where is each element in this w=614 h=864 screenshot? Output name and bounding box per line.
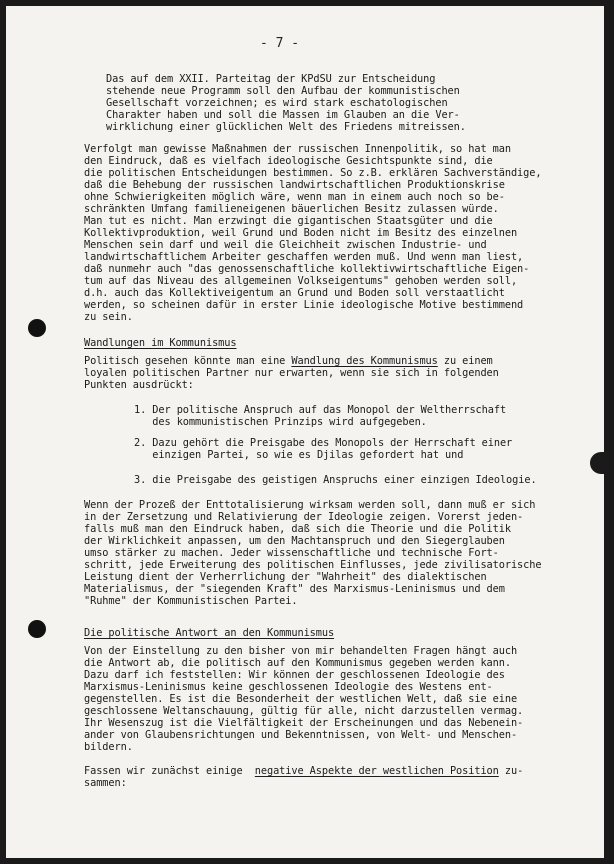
text-line: Man tut es nicht. Man erzwingt die gigantischen Staatsgüter und die — [84, 215, 493, 227]
text-line: daß nunmehr auch "das genossenschaftliche kollektivwirtschaftliche Eigen- — [84, 263, 530, 275]
text-line: loyalen politischen Partner nur erwarten, wenn sie sich in folgenden — [84, 367, 499, 379]
underlined-phrase: negative Aspekte der westlichen Position — [254, 765, 499, 777]
text-line: werden, so scheinen dafür in erster Linie ideologische Motive bestimmend — [84, 299, 524, 311]
section-heading-wandlungen: Wandlungen im Kommunismus — [84, 337, 237, 349]
text-line: die politischen Entscheidungen bestimmen. So z.B. erklären Sachverständige, — [84, 167, 542, 179]
section-heading-antwort: Die politische Antwort an den Kommunismus — [84, 627, 335, 639]
text-line: Kollektivproduktion, weil Grund und Boden nicht im Besitz des einzelnen — [84, 227, 518, 239]
text-line: Dazu darf ich feststellen: Wir können der geschlossenen Ideologie des — [84, 669, 505, 681]
text-line: zu sein. — [84, 311, 133, 323]
text-line: schritt, jede Erweiterung des politischen Einflusses, jede zivilisatorische — [84, 559, 542, 571]
text-line: sammen: — [84, 777, 127, 789]
quote-line: Gesellschaft vorzeichnen; es wird stark eschatologischen — [106, 97, 448, 109]
text-line: Menschen sein darf und weil die Gleichheit zwischen Industrie- und — [84, 239, 487, 251]
text-line: die Antwort ab, die politisch auf den Kommunismus gegeben werden kann. — [84, 657, 511, 669]
text-line: daß die Behebung der russischen landwirtschaftlichen Produktionskrise — [84, 179, 505, 191]
quote-line: Das auf dem XXII. Parteitag der KPdSU zur Entscheidung — [106, 73, 436, 85]
list-item: 1. Der politische Anspruch auf das Monopol der Weltherrschaft — [134, 404, 507, 416]
text-line: ander von Glaubensrichtungen und Bekenntnissen, von Welt- und Menschen- — [84, 729, 518, 741]
list-item: 3. die Preisgabe des geistigen Anspruchs einer einzigen Ideologie. — [134, 474, 537, 486]
underlined-phrase: Wandlung des Kommunismus — [291, 355, 438, 367]
text-line: den Eindruck, daß es vielfach ideologische Gesichtspunkte sind, die — [84, 155, 493, 167]
text-line: gegenstellen. Es ist die Besonderheit der westlichen Welt, daß sie eine — [84, 693, 518, 705]
punch-hole — [28, 319, 46, 337]
list-item-cont: des kommunistischen Prinzips wird aufgegeben. — [134, 416, 427, 428]
text-line: ohne Schwierigkeiten möglich wäre, wenn man in einem auch noch so be- — [84, 191, 505, 203]
text-line: schränkten Umfang familieneigenen bäuerlichen Besitz zulassen würde. — [84, 203, 499, 215]
text-line: "Ruhme" der Kommunistischen Partei. — [84, 595, 298, 607]
list-item-cont: einzigen Partei, so wie es Djilas gefordert hat und — [134, 449, 464, 461]
text-line: Wenn der Prozeß der Enttotalisierung wirksam werden soll, dann muß er sich — [84, 499, 536, 511]
text-line: Materialismus, der "siegenden Kraft" des Marxismus-Leninismus und dem — [84, 583, 505, 595]
text-line: geschlossene Weltanschauung, gültig für alle, nicht darzustellen vermag. — [84, 705, 524, 717]
text-line: Verfolgt man gewisse Maßnahmen der russischen Innenpolitik, so hat man — [84, 143, 511, 155]
text-line: der Wirklichkeit anpassen, um den Machtanspruch und den Siegerglauben — [84, 535, 505, 547]
text-line: Von der Einstellung zu den bisher von mir behandelten Fragen hängt auch — [84, 645, 518, 657]
text-line: in der Zersetzung und Relativierung der Ideologie zeigen. Vorerst jeden- — [84, 511, 524, 523]
text-line — [84, 355, 493, 367]
text-line: Punkten ausdrückt: — [84, 379, 194, 391]
text-line: bildern. — [84, 741, 133, 753]
text-line: d.h. auch das Kollektiveigentum an Grund und Boden soll verstaatlicht — [84, 287, 505, 299]
binder-clip-shadow — [590, 452, 614, 474]
text-line: umso stärker zu machen. Jeder wissenschaftliche und technische Fort- — [84, 547, 499, 559]
quote-line: stehende neue Programm soll den Aufbau der kommunistischen — [106, 85, 460, 97]
text-span: Politisch gesehen könnte man eine — [84, 355, 292, 367]
text-span: Fassen wir zunächst einige — [84, 765, 255, 777]
text-line: Ihr Wesenszug ist die Vielfältigkeit der Erscheinungen und das Nebenein- — [84, 717, 524, 729]
text-span: zu einem — [437, 355, 493, 367]
text-line: falls muß man den Eindruck haben, daß sich die Theorie und die Politik — [84, 523, 511, 535]
text-line: tum auf das Niveau des allgemeinen Volkseigentums" gehoben werden soll, — [84, 275, 518, 287]
text-line: landwirtschaftlichem Arbeiter geschaffen werden muß. Und wenn man liest, — [84, 251, 524, 263]
text-span: zu- — [498, 765, 524, 777]
text-line — [84, 765, 523, 777]
list-item: 2. Dazu gehört die Preisgabe des Monopols der Herrschaft einer — [134, 437, 513, 449]
page-number: - 7 - — [260, 36, 300, 51]
quote-line: Charakter haben und soll die Massen im Glauben an die Ver- — [106, 109, 460, 121]
text-line: Marxismus-Leninismus keine geschlossenen Ideologie des Westens ent- — [84, 681, 493, 693]
quote-line: wirklichung einer glücklichen Welt des Friedens mitreissen. — [106, 121, 466, 133]
text-line: Leistung dient der Verherrlichung der "Wahrheit" des dialektischen — [84, 571, 487, 583]
punch-hole — [28, 620, 46, 638]
